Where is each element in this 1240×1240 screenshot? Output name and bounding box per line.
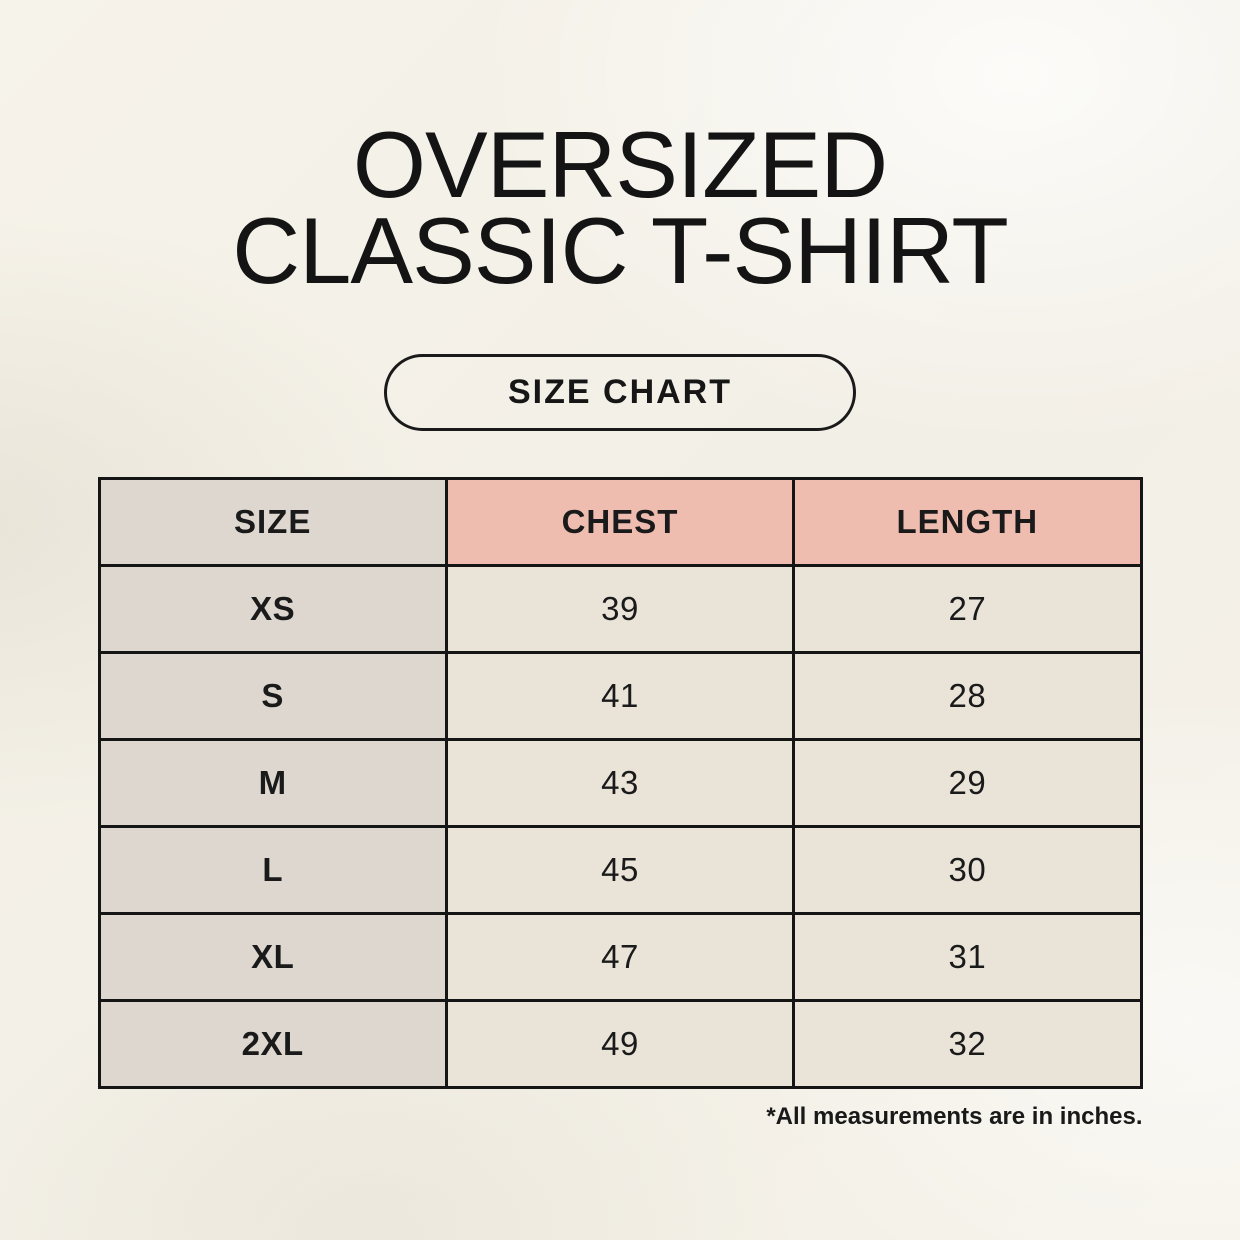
title-line-1: OVERSIZED xyxy=(352,112,888,217)
length-value-cell: 29 xyxy=(794,740,1141,827)
size-table-header-row xyxy=(99,479,1141,566)
length-value-cell: 31 xyxy=(794,914,1141,1001)
table-row xyxy=(99,566,1141,653)
size-chart-badge-label: SIZE CHART xyxy=(508,373,732,411)
table-row xyxy=(99,827,1141,914)
length-value-cell: 28 xyxy=(794,653,1141,740)
length-value-cell: 30 xyxy=(794,827,1141,914)
table-row xyxy=(99,914,1141,1001)
chest-value-cell: 43 xyxy=(446,740,793,827)
chest-value-cell: 41 xyxy=(446,653,793,740)
size-table-container xyxy=(98,477,1143,1089)
size-table-body xyxy=(99,566,1141,1088)
column-header-length: LENGTH xyxy=(794,479,1141,566)
chest-value-cell: 45 xyxy=(446,827,793,914)
size-label-cell: S xyxy=(99,653,446,740)
size-label-cell: XL xyxy=(99,914,446,1001)
page-title xyxy=(0,0,1240,303)
measurements-footnote: *All measurements are in inches. xyxy=(766,1103,1143,1130)
size-chart-badge xyxy=(384,354,856,431)
column-header-chest: CHEST xyxy=(446,479,793,566)
table-row xyxy=(99,1001,1141,1088)
size-label-cell: 2XL xyxy=(99,1001,446,1088)
length-value-cell: 32 xyxy=(794,1001,1141,1088)
chest-value-cell: 39 xyxy=(446,566,793,653)
chest-value-cell: 49 xyxy=(446,1001,793,1088)
column-header-size: SIZE xyxy=(99,479,446,566)
title-line-2: CLASSIC T-SHIRT xyxy=(232,198,1008,303)
size-label-cell: XS xyxy=(99,566,446,653)
size-label-cell: M xyxy=(99,740,446,827)
size-table-head xyxy=(99,479,1141,566)
size-table xyxy=(98,477,1143,1089)
chest-value-cell: 47 xyxy=(446,914,793,1001)
table-row xyxy=(99,653,1141,740)
length-value-cell: 27 xyxy=(794,566,1141,653)
table-row xyxy=(99,740,1141,827)
size-label-cell: L xyxy=(99,827,446,914)
